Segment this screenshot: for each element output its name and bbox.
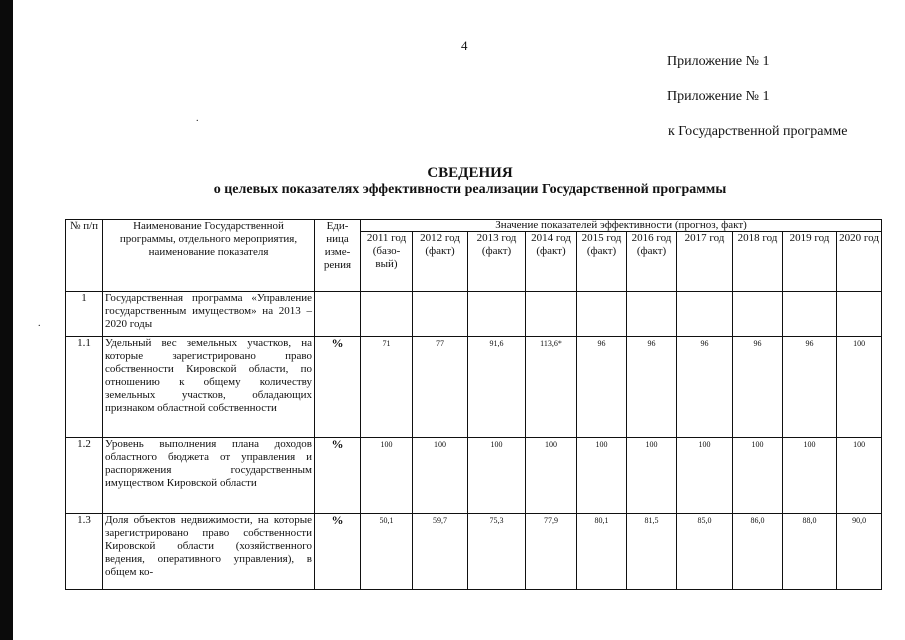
header-year-2012: 2012 год (факт) [413,232,468,292]
document-subtitle: о целевых показателях эффективности реализации Государственной программы [213,182,727,197]
header-name: Наименование Государственной программы, отдельного мероприятия, наименование показателя [103,220,315,292]
row-value-2013 [468,292,526,337]
row-value-2019: 88,0 [783,514,837,590]
row-value-2020: 90,0 [837,514,882,590]
header-year-2014: 2014 год (факт) [526,232,577,292]
appendix-label-repeat: Приложение № 1 [667,89,770,104]
scan-edge-bar [0,0,13,640]
row-value-2012: 77 [413,337,468,438]
row-value-2011 [361,292,413,337]
row-value-2013: 91,6 [468,337,526,438]
row-value-2016 [627,292,677,337]
row-value-2015 [577,292,627,337]
row-value-2014 [526,292,577,337]
scan-speck: . [196,113,199,124]
row-value-2017: 96 [677,337,733,438]
row-unit [315,292,361,337]
row-value-2016: 100 [627,438,677,514]
row-unit: % [315,438,361,514]
row-value-2014: 113,6* [526,337,577,438]
indicators-table [65,219,882,590]
row-value-2011: 71 [361,337,413,438]
row-unit: % [315,337,361,438]
row-value-2019: 96 [783,337,837,438]
header-year-2016: 2016 год (факт) [627,232,677,292]
row-value-2016: 96 [627,337,677,438]
row-value-2015: 80,1 [577,514,627,590]
row-value-2017: 100 [677,438,733,514]
row-value-2014: 77,9 [526,514,577,590]
table-row [66,514,882,590]
row-name: Доля объектов недвижимости, на которые зарегистрировано право собственности Кировской области (хозяйственного ведения, оперативного управления), в общем ко- [103,514,315,590]
table-row [66,292,882,337]
row-value-2018: 96 [733,337,783,438]
appendix-label: Приложение № 1 [667,54,770,69]
appendix-reference: к Государственной программе [668,124,848,139]
row-value-2012 [413,292,468,337]
row-name: Уровень выполнения плана доходов областного бюджета от управления и распоряжения государственным имуществом Кировской области [103,438,315,514]
row-number: 1.1 [66,337,103,438]
row-value-2019 [783,292,837,337]
row-value-2020: 100 [837,438,882,514]
row-value-2015: 96 [577,337,627,438]
header-unit: Еди-ница изме-рения [315,220,361,292]
header-year-2019: 2019 год [783,232,837,292]
header-year-2020: 2020 год [837,232,882,292]
row-value-2011: 50,1 [361,514,413,590]
row-name: Государственная программа «Управление государственным имуществом» на 2013 – 2020 годы [103,292,315,337]
row-value-2011: 100 [361,438,413,514]
row-unit: % [315,514,361,590]
row-value-2013: 75,3 [468,514,526,590]
header-year-2013: 2013 год (факт) [468,232,526,292]
row-value-2018 [733,292,783,337]
row-value-2015: 100 [577,438,627,514]
row-value-2020 [837,292,882,337]
table-header-row [66,220,882,232]
row-value-2020: 100 [837,337,882,438]
row-value-2016: 81,5 [627,514,677,590]
row-value-2018: 100 [733,438,783,514]
row-value-2017 [677,292,733,337]
row-value-2012: 59,7 [413,514,468,590]
header-year-2018: 2018 год [733,232,783,292]
header-number: № п/п [66,220,103,292]
row-number: 1 [66,292,103,337]
row-value-2017: 85,0 [677,514,733,590]
header-year-2011: 2011 год (базо-вый) [361,232,413,292]
row-value-2018: 86,0 [733,514,783,590]
row-name: Удельный вес земельных участков, на которые зарегистрировано право собственности Кировской области, по отношению к общему количеству земельных участков, обладающих признаком областной собственности [103,337,315,438]
row-value-2013: 100 [468,438,526,514]
header-year-2015: 2015 год (факт) [577,232,627,292]
document-title: СВЕДЕНИЯ [427,165,513,181]
header-values-group: Значение показателей эффективности (прогноз, факт) [361,220,882,232]
header-year-2017: 2017 год [677,232,733,292]
row-value-2014: 100 [526,438,577,514]
scan-speck: . [38,318,41,329]
page-number: 4 [461,38,468,53]
row-number: 1.3 [66,514,103,590]
row-number: 1.2 [66,438,103,514]
table-row [66,438,882,514]
table-row [66,337,882,438]
row-value-2012: 100 [413,438,468,514]
row-value-2019: 100 [783,438,837,514]
